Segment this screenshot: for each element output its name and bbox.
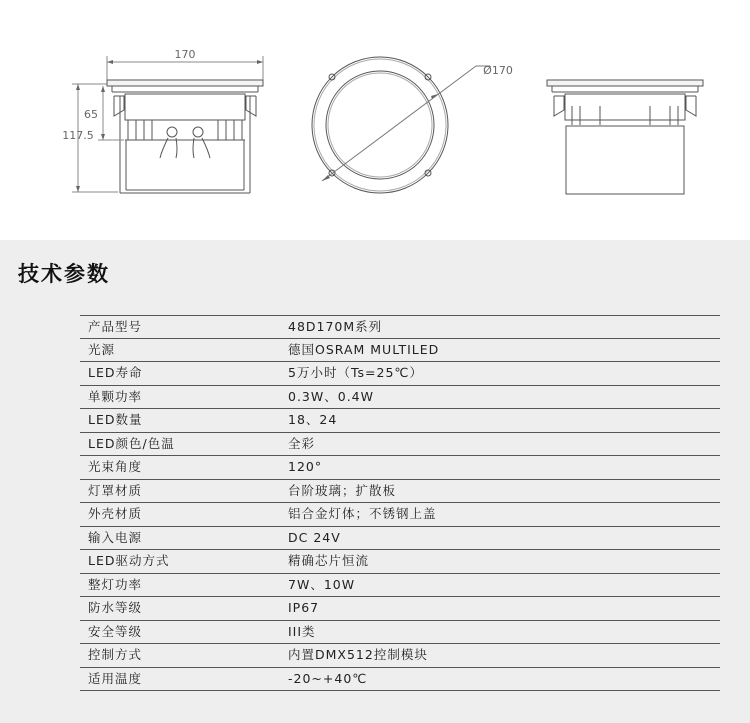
spec-value: 德国OSRAM MULTILED bbox=[288, 341, 440, 357]
spec-label: 适用温度 bbox=[88, 670, 143, 686]
spec-label: 光束角度 bbox=[88, 459, 143, 474]
spec-row bbox=[80, 503, 720, 527]
spec-value: 48D170M系列 bbox=[288, 319, 383, 334]
spec-label: 整灯功率 bbox=[88, 576, 143, 592]
side-view-drawing bbox=[72, 56, 263, 193]
spec-value: 0.3W、0.4W bbox=[288, 388, 374, 404]
drawings-svg bbox=[0, 0, 750, 240]
front-view-drawing bbox=[547, 80, 703, 194]
spec-row bbox=[80, 550, 720, 574]
spec-section bbox=[0, 240, 750, 723]
spec-row bbox=[80, 480, 720, 504]
spec-value: III类 bbox=[288, 623, 316, 639]
spec-label: 灯罩材质 bbox=[88, 482, 143, 498]
spec-row bbox=[80, 668, 720, 692]
side-height-small-label: 65 bbox=[84, 108, 98, 121]
side-width-label: 170 bbox=[174, 48, 196, 61]
spec-label: 控制方式 bbox=[88, 647, 143, 662]
spec-row bbox=[80, 433, 720, 457]
spec-label: 产品型号 bbox=[88, 319, 143, 334]
spec-value: 精确芯片恒流 bbox=[288, 553, 370, 568]
spec-value: -20~+40℃ bbox=[288, 670, 368, 686]
spec-value: 内置DMX512控制模块 bbox=[288, 647, 428, 662]
spec-row bbox=[80, 409, 720, 433]
spec-value: 120° bbox=[288, 459, 323, 474]
spec-row bbox=[80, 339, 720, 363]
spec-row bbox=[80, 386, 720, 410]
spec-row bbox=[80, 456, 720, 480]
spec-label: LED数量 bbox=[88, 412, 143, 427]
spec-value: DC 24V bbox=[288, 529, 341, 545]
spec-row bbox=[80, 621, 720, 645]
spec-value: 台阶玻璃；扩散板 bbox=[288, 482, 397, 498]
spec-value: 18、24 bbox=[288, 412, 338, 427]
spec-value: 7W、10W bbox=[288, 576, 356, 592]
spec-row bbox=[80, 315, 720, 339]
spec-label: 外壳材质 bbox=[88, 506, 143, 521]
spec-row bbox=[80, 527, 720, 551]
spec-value: IP67 bbox=[288, 600, 320, 615]
spec-label: 单颗功率 bbox=[88, 388, 143, 404]
spec-label: LED寿命 bbox=[88, 365, 143, 380]
section-title: 技术参数 bbox=[18, 262, 110, 286]
top-diameter-label: Ø170 bbox=[483, 64, 513, 77]
spec-table bbox=[80, 315, 720, 691]
spec-row bbox=[80, 644, 720, 668]
spec-row bbox=[80, 574, 720, 598]
spec-label: 光源 bbox=[88, 341, 116, 357]
top-view-drawing bbox=[312, 57, 490, 193]
spec-label: 输入电源 bbox=[88, 529, 143, 545]
side-height-total-label: 117.5 bbox=[62, 129, 94, 142]
spec-row bbox=[80, 597, 720, 621]
spec-value: 铝合金灯体；不锈钢上盖 bbox=[288, 506, 437, 521]
spec-row bbox=[80, 362, 720, 386]
technical-drawings bbox=[0, 0, 750, 240]
spec-value: 全彩 bbox=[288, 435, 316, 451]
spec-label: 安全等级 bbox=[88, 623, 143, 639]
spec-label: 防水等级 bbox=[88, 600, 143, 615]
spec-label: LED驱动方式 bbox=[88, 553, 170, 568]
spec-value: 5万小时（Ts=25℃） bbox=[288, 365, 423, 380]
spec-label: LED颜色/色温 bbox=[88, 435, 175, 451]
